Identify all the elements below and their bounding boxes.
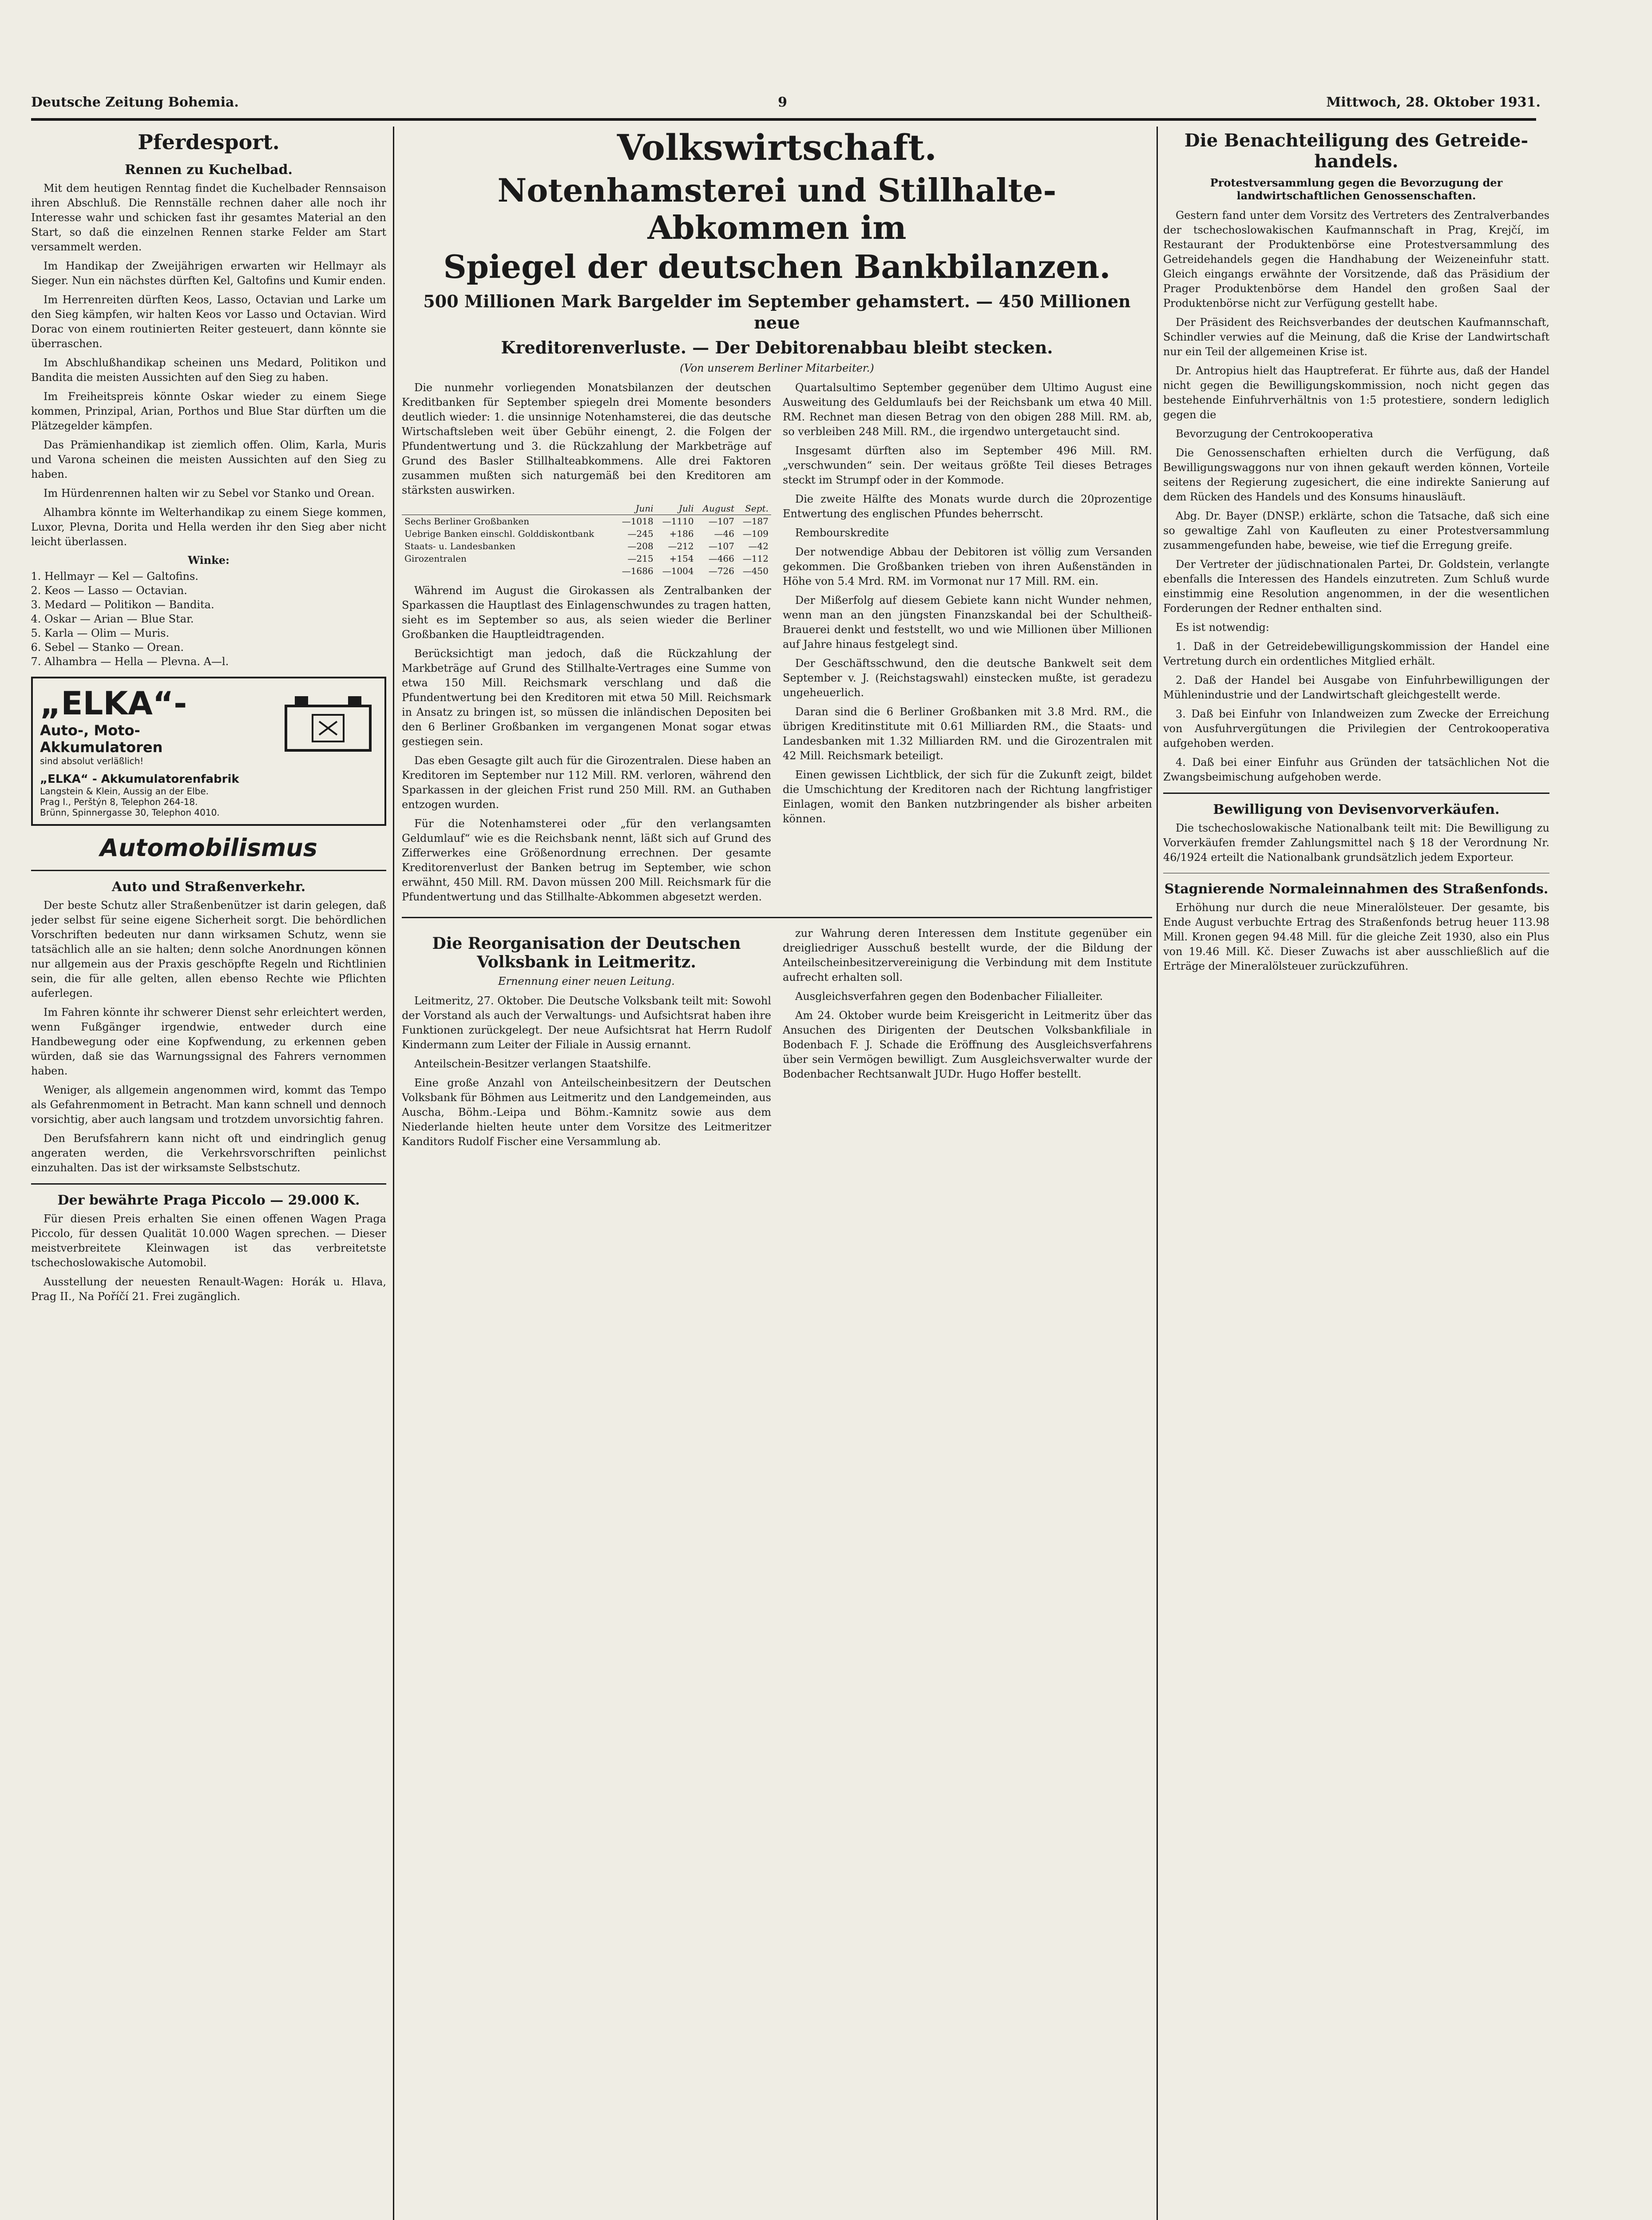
column-getreidehandel: [1163, 127, 1549, 2220]
battery-illustration: [281, 688, 375, 755]
paragraph: Ausstellung der neuesten Renault-Wagen: Horák u. Hlava, Prag II., Na Poříčí 21. Frei zugänglich.: [31, 1276, 386, 1303]
leitmeritz-title-line2: Volksbank in Leitmeritz.: [477, 953, 696, 971]
paragraph: Der notwendige Abbau der Debitoren ist völlig zum Versanden gekommen. Die Großbanken trieben von ihren Außenständen in Höhe von 5.4 Mrd. RM. im Vormonat nur 17 Mill. RM. ein.: [783, 546, 1152, 587]
table-row: [402, 515, 771, 528]
paragraph: Im Herrenreiten dürften Keos, Lasso, Octavian und Larke um den Sieg kämpfen, wir halten Keos vor Lasso und Octavian. Wird Dorac von einem routinierten Reiter gesteuert, dann könnte sie überraschen.: [31, 293, 386, 350]
leitmeritz-title-line1: Die Reorganisation der Deutschen: [432, 934, 741, 953]
table-cell: Sechs Berliner Großbanken: [404, 516, 530, 527]
tip-item: 1. Hellmayr — Kel — Galtofins.: [44, 569, 386, 583]
strassenfonds-body: Erhöhung nur durch die neue Mineralölsteuer. Der gesamte, bis Ende August verbuchte Ertrag des Straßenfonds betrug heuer 113.98 Mill. Kronen gegen 94.48 Mill. für die gleiche Zeit 1930, also ein Plus von 19.46 Mill. Kč. Dieser Zuwachs ist aber ausschließlich auf die Erträge der Mineralölsteuer zurückzuführen.: [1163, 901, 1549, 972]
paragraph: Bevorzugung der Centrokooperativa: [1176, 428, 1373, 440]
paragraph: Für diesen Preis erhalten Sie einen offenen Wagen Praga Piccolo, für dessen Qualität 10.000 Wagen sprechen. — Dieser meistverbreitete Kleinwagen ist das verbreitetste tschechoslowakische Automobil.: [31, 1213, 386, 1269]
table-cell: —42: [748, 541, 769, 551]
ad-product-line1: Auto-, Moto-: [40, 722, 140, 739]
leitmeritz-left: [402, 926, 771, 1154]
section-rule: [31, 870, 386, 871]
table-cell: —726: [708, 566, 734, 576]
ad-slogan: sind absolut verläßlich!: [40, 756, 144, 766]
table-cell: Uebrige Banken einschl. Golddiskontbank: [404, 528, 594, 539]
leitmeritz-right-body: [783, 926, 1152, 1082]
column-divider: [1157, 127, 1158, 2220]
tips-title: Winke:: [188, 554, 230, 567]
elka-advertisement: [31, 677, 386, 826]
column-sport-auto: [31, 127, 386, 2220]
paragraph: Anteilschein-Besitzer verlangen Staatshilfe.: [414, 1058, 651, 1070]
table-cell: —109: [742, 528, 769, 539]
paragraph: Eine große Anzahl von Anteilscheinbesitzern der Deutschen Volksbank für Böhmen aus Leitmeritz und den Landgemeinden, aus Auscha, Böhm.-Leipa und Böhm.-Kamnitz sowie aus dem Niederlande hielten heute unter dem Vorsitze des Leitmeritzer Kanditors Rudolf Fischer eine Versammlung ab.: [402, 1077, 771, 1148]
paragraph: Weniger, als allgemein angenommen wird, kommt das Tempo als Gefahrenmoment in Betracht. Man kann schnell und dennoch vorsichtig, aber auch langsam und trotzdem unvorsichtig fahren.: [31, 1084, 386, 1126]
table-header-cell: Juni: [616, 502, 656, 515]
tip-item: 5. Karla — Olim — Muris.: [44, 626, 386, 640]
paragraph: Quartalsultimo September gegenüber dem Ultimo August eine Ausweitung des Geldumlaufs bei der Reichsbank um etwa 40 Mill. RM. Rechnet man diesen Betrag von den obigen 288 Mill. RM. ab, so verbleiben 248 Mill. RM., die irgendwo untergetaucht sind.: [783, 381, 1152, 438]
paragraph: Die nunmehr vorliegenden Monatsbilanzen der deutschen Kreditbanken für September spiegeln drei Momente besonders deutlich wieder: 1. die unsinnige Notenhamsterei, die das deutsche Wirtschaftsleben weit über Gebühr einengt, 2. die Folgen der Pfundentwertung und 3. die Rückzahlung der Markbeträge auf Grund des Basler Stillhalteabkommens. Alle drei Faktoren zusammen mußten sich naturgemäß bei den Kreditoren am stärksten auswirken.: [402, 381, 771, 496]
table-header-cell: Juli: [656, 502, 697, 515]
leitmeritz-right: [783, 926, 1152, 1154]
section-rule: [31, 1183, 386, 1185]
paragraph: zur Wahrung deren Interessen dem Institute gegenüber ein dreigliedriger Ausschuß bestellt wurde, der die Bildung der Anteilscheinbesitzervereinigung die Verbindung mit dem Institute aufrecht erhalten soll.: [783, 927, 1152, 983]
paragraph: Der Mißerfolg auf diesem Gebiete kann nicht Wunder nehmen, wenn man an den jüngsten Finanzskandal bei der Schultheiß-Brauerei denkt und feststellt, wo und wie Millionen über Millionen auf Jahre hinaus festgelegt sind.: [783, 594, 1152, 650]
paragraph: Im Handikap der Zweijährigen erwarten wir Hellmayr als Sieger. Nun ein nächstes dürften Kel, Galtofins und Kumir enden.: [31, 260, 386, 287]
paragraph: Abg. Dr. Bayer (DNSP.) erklärte, schon die Tatsache, daß sich eine so gewaltige Zahl von Kaufleuten zu einer Protestversammlung zusammengefunden habe, beweise, wie tief die Erregung greife.: [1163, 510, 1549, 551]
paragraph: Der Vertreter der jüdischnationalen Partei, Dr. Goldstein, verlangte ebenfalls die Interessen des Handels einzutreten. Zum Schluß wurde einstimmig eine Resolution angenommen, in der die wesentlichen Forderungen der Redner enthalten sind.: [1163, 558, 1549, 614]
paragraph: Für die Notenhamsterei oder „für den verlangsamten Geldumlauf“ wie es die Reichsbank nennt, läßt sich auf Grund des Zifferwerkes eine Größenordnung errechnen. Der gesamte Kreditorenverlust der Banken betrug im September, wie schon erwähnt, 450 Mill. RM. Davon müssen 200 Mill. Reichsmark für die Pfundentwertung und das Stillhalte-Abkommen abgesetzt werden.: [402, 817, 771, 903]
table-cell: —1686: [622, 566, 654, 576]
paragraph: Die zweite Hälfte des Monats wurde durch die 20prozentige Entwertung des englischen Pfundes beherrscht.: [783, 493, 1152, 520]
leitmeritz-article: [402, 926, 1152, 1154]
paragraph: Berücksichtigt man jedoch, daß die Rückzahlung der Markbeträge auf Grund des Stillhalte-Vertrages eine Summe von etwa 150 Mill. Reichsmark verschlang und daß die Pfundentwertung bei den Kreditoren mit etwa 50 Mill. Reichsmark in Ansatz zu bringen ist, so müssen die inländischen Depositen bei den 6 Berliner Großbanken im vergangenen Monat sogar etwas gestiegen sein.: [402, 647, 771, 748]
table-cell: —215: [627, 553, 654, 564]
bank-article-left: [402, 381, 771, 909]
paragraph: Rembourskredite: [795, 527, 889, 539]
table-cell: [402, 565, 616, 577]
getreide-body: [1163, 208, 1549, 785]
masthead: [31, 91, 1541, 113]
table-cell: Staats- u. Landesbanken: [404, 541, 516, 551]
table-cell: —107: [708, 516, 734, 527]
masthead-paper-name: Deutsche Zeitung Bohemia.: [31, 94, 239, 110]
article-title-strassenverkehr: Auto und Straßenverkehr.: [111, 879, 306, 895]
column-volkswirtschaft: [402, 127, 1152, 2220]
section-title-volkswirtschaft: Volkswirtschaft.: [617, 127, 937, 168]
table-header-cell: Sept.: [737, 502, 771, 515]
paragraph: Den Berufsfahrern kann nicht oft und eindringlich genug angeraten werden, die Verkehrsvorschriften peinlichst einzuhalten. Das ist der wirksamste Selbstschutz.: [31, 1132, 386, 1174]
leitmeritz-left-body: [402, 994, 771, 1149]
table-header-row: [402, 502, 771, 515]
paragraph: Im Fahren könnte ihr schwerer Dienst sehr erleichtert werden, wenn Fußgänger irgendwie, entweder durch eine Handbewegung oder eine Kopfwendung, zu erkennen geben würden, daß sie das Warnungssignal des Fahrers vernommen haben.: [31, 1006, 386, 1077]
ad-address-brno: Brünn, Spinnergasse 30, Telephon 4010.: [40, 807, 220, 818]
paragraph: 2. Daß der Handel bei Ausgabe von Einfuhrbewilligungen der Mühlenindustrie und der Landwirtschaft gleichgestellt werde.: [1163, 674, 1549, 701]
ad-factory: „ELKA“ - Akkumulatorenfabrik: [40, 773, 239, 786]
table-cell: —1004: [662, 566, 694, 576]
paragraph: Einen gewissen Lichtblick, der sich für die Zukunft zeigt, bildet die Umschichtung der Kreditoren nach der Richtung langfristiger Einlagen, womit den Banken nutzbringender als bisher arbeiten können.: [783, 769, 1152, 825]
leitmeritz-subtitle: Ernennung einer neuen Leitung.: [498, 975, 675, 987]
article-body-praga-piccolo: [31, 1212, 386, 1304]
masthead-date: Mittwoch, 28. Oktober 1931.: [1326, 94, 1541, 110]
paragraph: 4. Daß bei einer Einfuhr aus Gründen der tatsächlichen Not die Zwangsbeimischung aufgehoben werde.: [1163, 756, 1549, 783]
table-cell: —466: [708, 553, 734, 564]
paragraph: Im Hürdenrennen halten wir zu Sebel vor Stanko und Orean.: [44, 487, 375, 500]
tip-item: 6. Sebel — Stanko — Orean.: [44, 640, 386, 654]
bank-left-body-continued: [402, 583, 771, 904]
deck-line2: Kreditorenverluste. — Der Debitorenabbau bleibt stecken.: [501, 337, 1053, 357]
devisen-title: Bewilligung von Devisenvorverkäufen.: [1213, 802, 1500, 817]
paragraph: Der beste Schutz aller Straßenbenützer ist darin gelegen, daß jeder selbst für seine eigene Sicherheit sorgt. Die behördlichen Vorschriften bedeuten nur dann wirksamen Schutz, wenn sie tatsächlich alle an sie halten; denn solche Anordnungen können nur allgemein aus der Praxis geschöpfte Regeln und Richtlinien sein, die für alle gelten, allen ebenso Rechte wie Pflichten auferlegen.: [31, 899, 386, 999]
article-body-strassenverkehr: [31, 898, 386, 1175]
table-cell: —107: [708, 541, 734, 551]
paragraph: Alhambra könnte im Welterhandikap zu einem Siege kommen, Luxor, Plevna, Dorita und Hella werden ihr den Sieg aber nicht leicht überlassen.: [31, 506, 386, 548]
ad-brand: „ELKA“-: [40, 685, 187, 722]
article-rule: [1163, 793, 1549, 794]
paragraph: Am 24. Oktober wurde beim Kreisgericht in Leitmeritz über das Ansuchen des Dirigenten der Deutschen Volksbankfiliale in Bodenbach F. J. Schade die Eröffnung des Ausgleichsverfahrens über sein Vermögen bewilligt. Zum Ausgleichsverwalter wurde der Bodenbacher Rechtsanwalt JUDr. Hugo Hoffer bestellt.: [783, 1009, 1152, 1080]
paragraph: Leitmeritz, 27. Oktober. Die Deutsche Volksbank teilt mit: Sowohl der Vorstand als auch der Verwaltungs- und Aufsichtsrat haben ihre Funktionen zurückgelegt. Der neue Aufsichtsrat hat Herrn Rudolf Kindermann zum Leiter der Filiale in Aussig ernannt.: [402, 995, 771, 1051]
getreide-subtitle: Protestversammlung gegen die Bevorzugung der landwirtschaftlichen Genossenschaften.: [1210, 176, 1503, 202]
table-row: [402, 540, 771, 552]
table-row: [402, 527, 771, 540]
table-cell: —245: [627, 528, 654, 539]
devisen-body: Die tschechoslowakische Nationalbank teilt mit: Die Bewilligung zu Vorverkäufen fremder Zahlungsmittel nach § 18 der Verordnung Nr. 46/1924 erteilt die Nationalbank grundsätzlich jedem Exporteur.: [1163, 822, 1549, 864]
kreditoren-table: [402, 502, 771, 577]
paragraph: Insgesamt dürften also im September 496 Mill. RM. „verschwunden“ sein. Der weitaus größte Teil dieses Betrages steckt im Strumpf oder in der Kommode.: [783, 444, 1152, 486]
paragraph: Im Abschlußhandikap scheinen uns Medard, Politikon und Bandita die meisten Aussichten auf den Sieg zu haben.: [31, 357, 386, 384]
paragraph: Das Prämienhandikap ist ziemlich offen. Olim, Karla, Muris und Varona scheinen die meisten Aussichten auf den Sieg zu haben.: [31, 439, 386, 480]
table-header-cell: August: [697, 502, 737, 515]
paragraph: Daran sind die 6 Berliner Großbanken mit 3.8 Mrd. RM., die übrigen Kreditinstitute mit 0.61 Milliarden RM., die Staats- und Landesbanken mit 1.32 Milliarden RM. und die Girozentralen mit 42 Mill. Reichsmark beteiligt.: [783, 706, 1152, 762]
article-title-praga-piccolo: Der bewährte Praga Piccolo — 29.000 K.: [57, 1193, 360, 1208]
paragraph: Der Präsident des Reichsverbandes der deutschen Kaufmannschaft, Schindler verwies auf die Meinung, daß die Krise der Landwirtschaft nur ein Teil der allgemeinen Krise ist.: [1163, 316, 1549, 358]
paragraph: 1. Daß in der Getreidebewilligungskommission der Handel eine Vertretung durch ein ordentliches Mitglied erhält.: [1163, 640, 1549, 667]
paragraph: Im Freiheitspreis könnte Oskar wieder zu einem Siege kommen, Prinzipal, Arian, Porthos und Blue Star dürften um die Plätzegelder kämpfen.: [31, 390, 386, 432]
headline-line1: Notenhamsterei und Stillhalte-Abkommen im: [497, 171, 1057, 246]
bank-article-right: [783, 381, 1152, 909]
paragraph: Mit dem heutigen Renntag findet die Kuchelbader Rennsaison ihren Abschluß. Die Rennställe rechnen daher alle noch ihr Interesse wahr und schicken fast ihr gesamtes Material an den Start, so daß die einzelnen Rennen starke Felder am Start versammelt werden.: [31, 182, 386, 253]
section-title-pferdesport: Pferdesport.: [138, 130, 280, 154]
article-rule: [402, 917, 1152, 918]
strassenfonds-title: Stagnierende Normaleinnahmen des Straßenfonds.: [1164, 881, 1549, 897]
tip-item: 4. Oskar — Arian — Blue Star.: [44, 612, 386, 626]
table-cell: —212: [668, 541, 694, 551]
table-cell: +186: [669, 528, 694, 539]
deck-line1: 500 Millionen Mark Bargelder im September gehamstert. — 450 Millionen neue: [423, 291, 1131, 333]
table-cell: —46: [714, 528, 734, 539]
paragraph: Der Geschäftsschwund, den die deutsche Bankwelt seit dem September v. J. (Reichstagswahl) einstecken mußte, ist geradezu ungeheuerlich.: [783, 657, 1152, 699]
table-cell: +154: [669, 553, 694, 564]
headline-line2: Spiegel der deutschen Bankbilanzen.: [443, 248, 1111, 285]
paragraph: Während im August die Girokassen als Zentralbanken der Sparkassen die Hauptlast des Einlagenschwundes zu tragen hatten, sieht es im September so aus, als seien wieder die Berliner Großbanken die Hauptleidtragenden.: [402, 584, 771, 641]
table-row: [402, 552, 771, 565]
tip-item: 2. Keos — Lasso — Octavian.: [44, 583, 386, 598]
ad-company: Langstein & Klein, Aussig an der Elbe.: [40, 786, 209, 797]
column-divider: [393, 127, 394, 2220]
masthead-rule: [31, 118, 1536, 121]
article-body-kuchelbad: [31, 181, 386, 549]
table-cell: —208: [627, 541, 654, 551]
table-cell: —450: [742, 566, 769, 576]
bank-left-body: [402, 381, 771, 498]
paragraph: 3. Daß bei Einfuhr von Inlandweizen zum Zwecke der Erreichung von Ausfuhrvergütungen die Privilegien der Centrokooperativa aufgehoben werden.: [1163, 708, 1549, 749]
table-header-cell: [402, 502, 616, 515]
table-cell: —1018: [622, 516, 654, 527]
byline: (Von unserem Berliner Mitarbeiter.): [680, 362, 874, 374]
table-cell: Girozentralen: [404, 553, 467, 564]
getreide-title-line2: handels.: [1314, 151, 1398, 172]
paragraph: Das eben Gesagte gilt auch für die Girozentralen. Diese haben an Kreditoren im September nur 112 Mill. RM. verloren, während den Sparkassen in der gleichen Frist rund 250 Mill. RM. an Guthaben entzogen wurden.: [402, 754, 771, 811]
paragraph: Ausgleichsverfahren gegen den Bodenbacher Filialleiter.: [795, 990, 1103, 1003]
tip-item: 7. Alhambra — Hella — Plevna. A—l.: [44, 654, 386, 669]
paragraph: Die Genossenschaften erhielten durch die Verfügung, daß Bewilligungswaggons nur von ihnen gekauft werden können, Vorteile seitens der Regierung zugesichert, die eine indirekte Sanierung auf dem Rücken des Handels und des Konsums hinausläuft.: [1163, 447, 1549, 503]
tip-item: 3. Medard — Politikon — Bandita.: [44, 598, 386, 612]
getreide-title-line1: Die Benachteiligung des Getreide-: [1184, 130, 1529, 151]
bank-right-body: [783, 381, 1152, 826]
table-cell: —187: [742, 516, 769, 527]
table-body: [402, 515, 771, 578]
paragraph: Dr. Antropius hielt das Hauptreferat. Er führte aus, daß der Handel nicht gegen die Bewilligungskommission, noch nicht gegen das bestehende Einfuhrverhältnis von 1:5 protestiere, sondern lediglich gegen die: [1163, 365, 1549, 421]
paragraph: Gestern fand unter dem Vorsitz des Vertreters des Zentralverbandes der tschechoslowakischen Kaufmannschaft in Prag, Krejčí, im Restaurant der Produktenbörse eine Protestversammlung des Getreidehandels gegen die Handhabung der Weizeneinfuhr statt. Gleich eingangs erwähnte der Vorsitzende, daß das Präsidium der Prager Produktenbörse dem Handel den großen Saal der Produktenbörse nicht zur Verfügung gestellt habe.: [1163, 209, 1549, 309]
bank-article-columns: [402, 381, 1152, 909]
ad-product-line2: Akkumulatoren: [40, 739, 163, 756]
tips-list: [44, 569, 386, 669]
masthead-page-number: 9: [778, 94, 787, 110]
table-cell: —112: [742, 553, 769, 564]
ad-address-prague: Prag I., Perštýn 8, Telephon 264-18.: [40, 797, 198, 807]
table-cell: —1110: [662, 516, 694, 527]
article-title-kuchelbad: Rennen zu Kuchelbad.: [125, 162, 293, 178]
paragraph: Es ist notwendig:: [1176, 621, 1269, 634]
section-title-automobilismus: Automobilismus: [100, 834, 317, 862]
table-row: [402, 565, 771, 577]
